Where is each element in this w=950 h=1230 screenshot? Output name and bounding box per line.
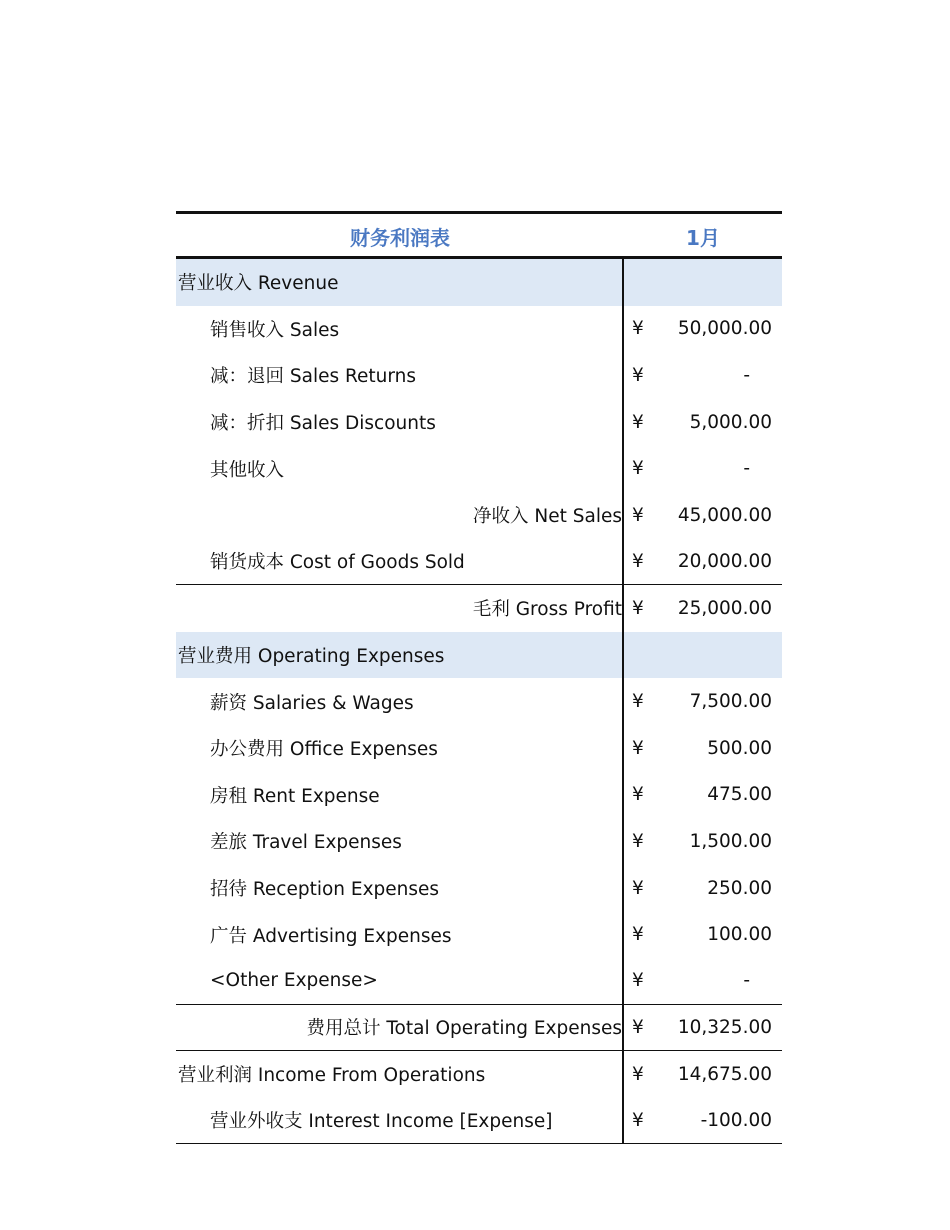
currency-symbol: ¥ (632, 458, 644, 480)
row-label: 营业利润 Income From Operations (178, 1065, 486, 1087)
table-row-office-expenses (176, 725, 782, 772)
amount-cell: 250.00 (707, 877, 772, 899)
table-row-interest-income (176, 1098, 782, 1145)
row-label: 毛利 Gross Profit (472, 599, 622, 621)
amount-cell: - (743, 970, 750, 992)
section-row-revenue (176, 259, 782, 306)
table-header (176, 211, 782, 259)
table-row-net-sales (176, 492, 782, 539)
row-label: 其他收入 (210, 459, 285, 481)
currency-symbol: ¥ (632, 597, 644, 619)
row-label: 销售收入 Sales (210, 319, 340, 341)
table-row-gross-profit (176, 585, 782, 632)
row-label: 营业费用 Operating Expenses (178, 646, 445, 668)
row-label: 广告 Advertising Expenses (210, 925, 452, 947)
table-row-other-income (176, 445, 782, 492)
amount-cell: 1,500.00 (689, 830, 772, 852)
table-row-other-expense (176, 958, 782, 1005)
amount-cell: - (743, 458, 750, 480)
currency-symbol: ¥ (632, 550, 644, 572)
row-label: 减：退回 Sales Returns (210, 366, 417, 388)
amount-cell: 475.00 (707, 784, 772, 806)
amount-cell: -100.00 (700, 1109, 772, 1131)
row-label: 差旅 Travel Expenses (210, 832, 402, 854)
month-column-header: 1月 (686, 226, 720, 250)
currency-symbol: ¥ (632, 691, 644, 713)
row-label: 销货成本 Cost of Goods Sold (210, 552, 465, 574)
currency-symbol: ¥ (632, 830, 644, 852)
currency-symbol: ¥ (632, 1063, 644, 1085)
row-label: <Other Expense> (210, 970, 378, 992)
amount-cell: 25,000.00 (677, 597, 772, 619)
row-label: 营业收入 Revenue (178, 273, 339, 295)
amount-cell: 7,500.00 (689, 691, 772, 713)
row-label: 招待 Reception Expenses (210, 879, 440, 901)
currency-symbol: ¥ (632, 504, 644, 526)
currency-symbol: ¥ (632, 877, 644, 899)
amount-cell: 14,675.00 (677, 1063, 772, 1085)
column-divider (622, 259, 624, 1144)
statement-title: 财务利润表 (350, 226, 450, 250)
row-label: 费用总计 Total Operating Expenses (306, 1018, 622, 1040)
currency-symbol: ¥ (632, 1016, 644, 1038)
row-label: 营业外收支 Interest Income [Expense] (210, 1111, 553, 1133)
currency-symbol: ¥ (632, 737, 644, 759)
amount-cell: - (743, 364, 750, 386)
currency-symbol: ¥ (632, 411, 644, 433)
currency-symbol: ¥ (632, 1109, 644, 1131)
currency-symbol: ¥ (632, 784, 644, 806)
table-row-total-operating-expenses (176, 1005, 782, 1052)
table-row-cogs (176, 539, 782, 586)
row-label: 薪资 Salaries & Wages (210, 692, 414, 714)
amount-cell: 500.00 (707, 737, 772, 759)
currency-symbol: ¥ (632, 924, 644, 946)
table-row-travel (176, 818, 782, 865)
table-row-rent (176, 772, 782, 819)
amount-cell: 50,000.00 (677, 318, 772, 340)
table-row-income-from-operations (176, 1051, 782, 1098)
row-label: 办公费用 Office Expenses (210, 739, 438, 761)
amount-cell: 45,000.00 (677, 504, 772, 526)
table-row-sales-discounts (176, 399, 782, 446)
amount-cell: 10,325.00 (677, 1016, 772, 1038)
row-label: 减：折扣 Sales Discounts (210, 413, 436, 435)
amount-cell: 5,000.00 (689, 411, 772, 433)
income-statement-table (176, 211, 782, 1144)
currency-symbol: ¥ (632, 970, 644, 992)
table-row-sales-returns (176, 352, 782, 399)
table-row-advertising (176, 911, 782, 958)
currency-symbol: ¥ (632, 364, 644, 386)
table-row-salaries (176, 678, 782, 725)
table-row-reception (176, 865, 782, 912)
currency-symbol: ¥ (632, 318, 644, 340)
amount-cell: 20,000.00 (677, 550, 772, 572)
amount-cell: 100.00 (707, 924, 772, 946)
table-row-sales (176, 306, 782, 353)
row-label: 房租 Rent Expense (210, 785, 380, 807)
row-label: 净收入 Net Sales (473, 506, 622, 528)
section-row-operating-expenses (176, 632, 782, 679)
